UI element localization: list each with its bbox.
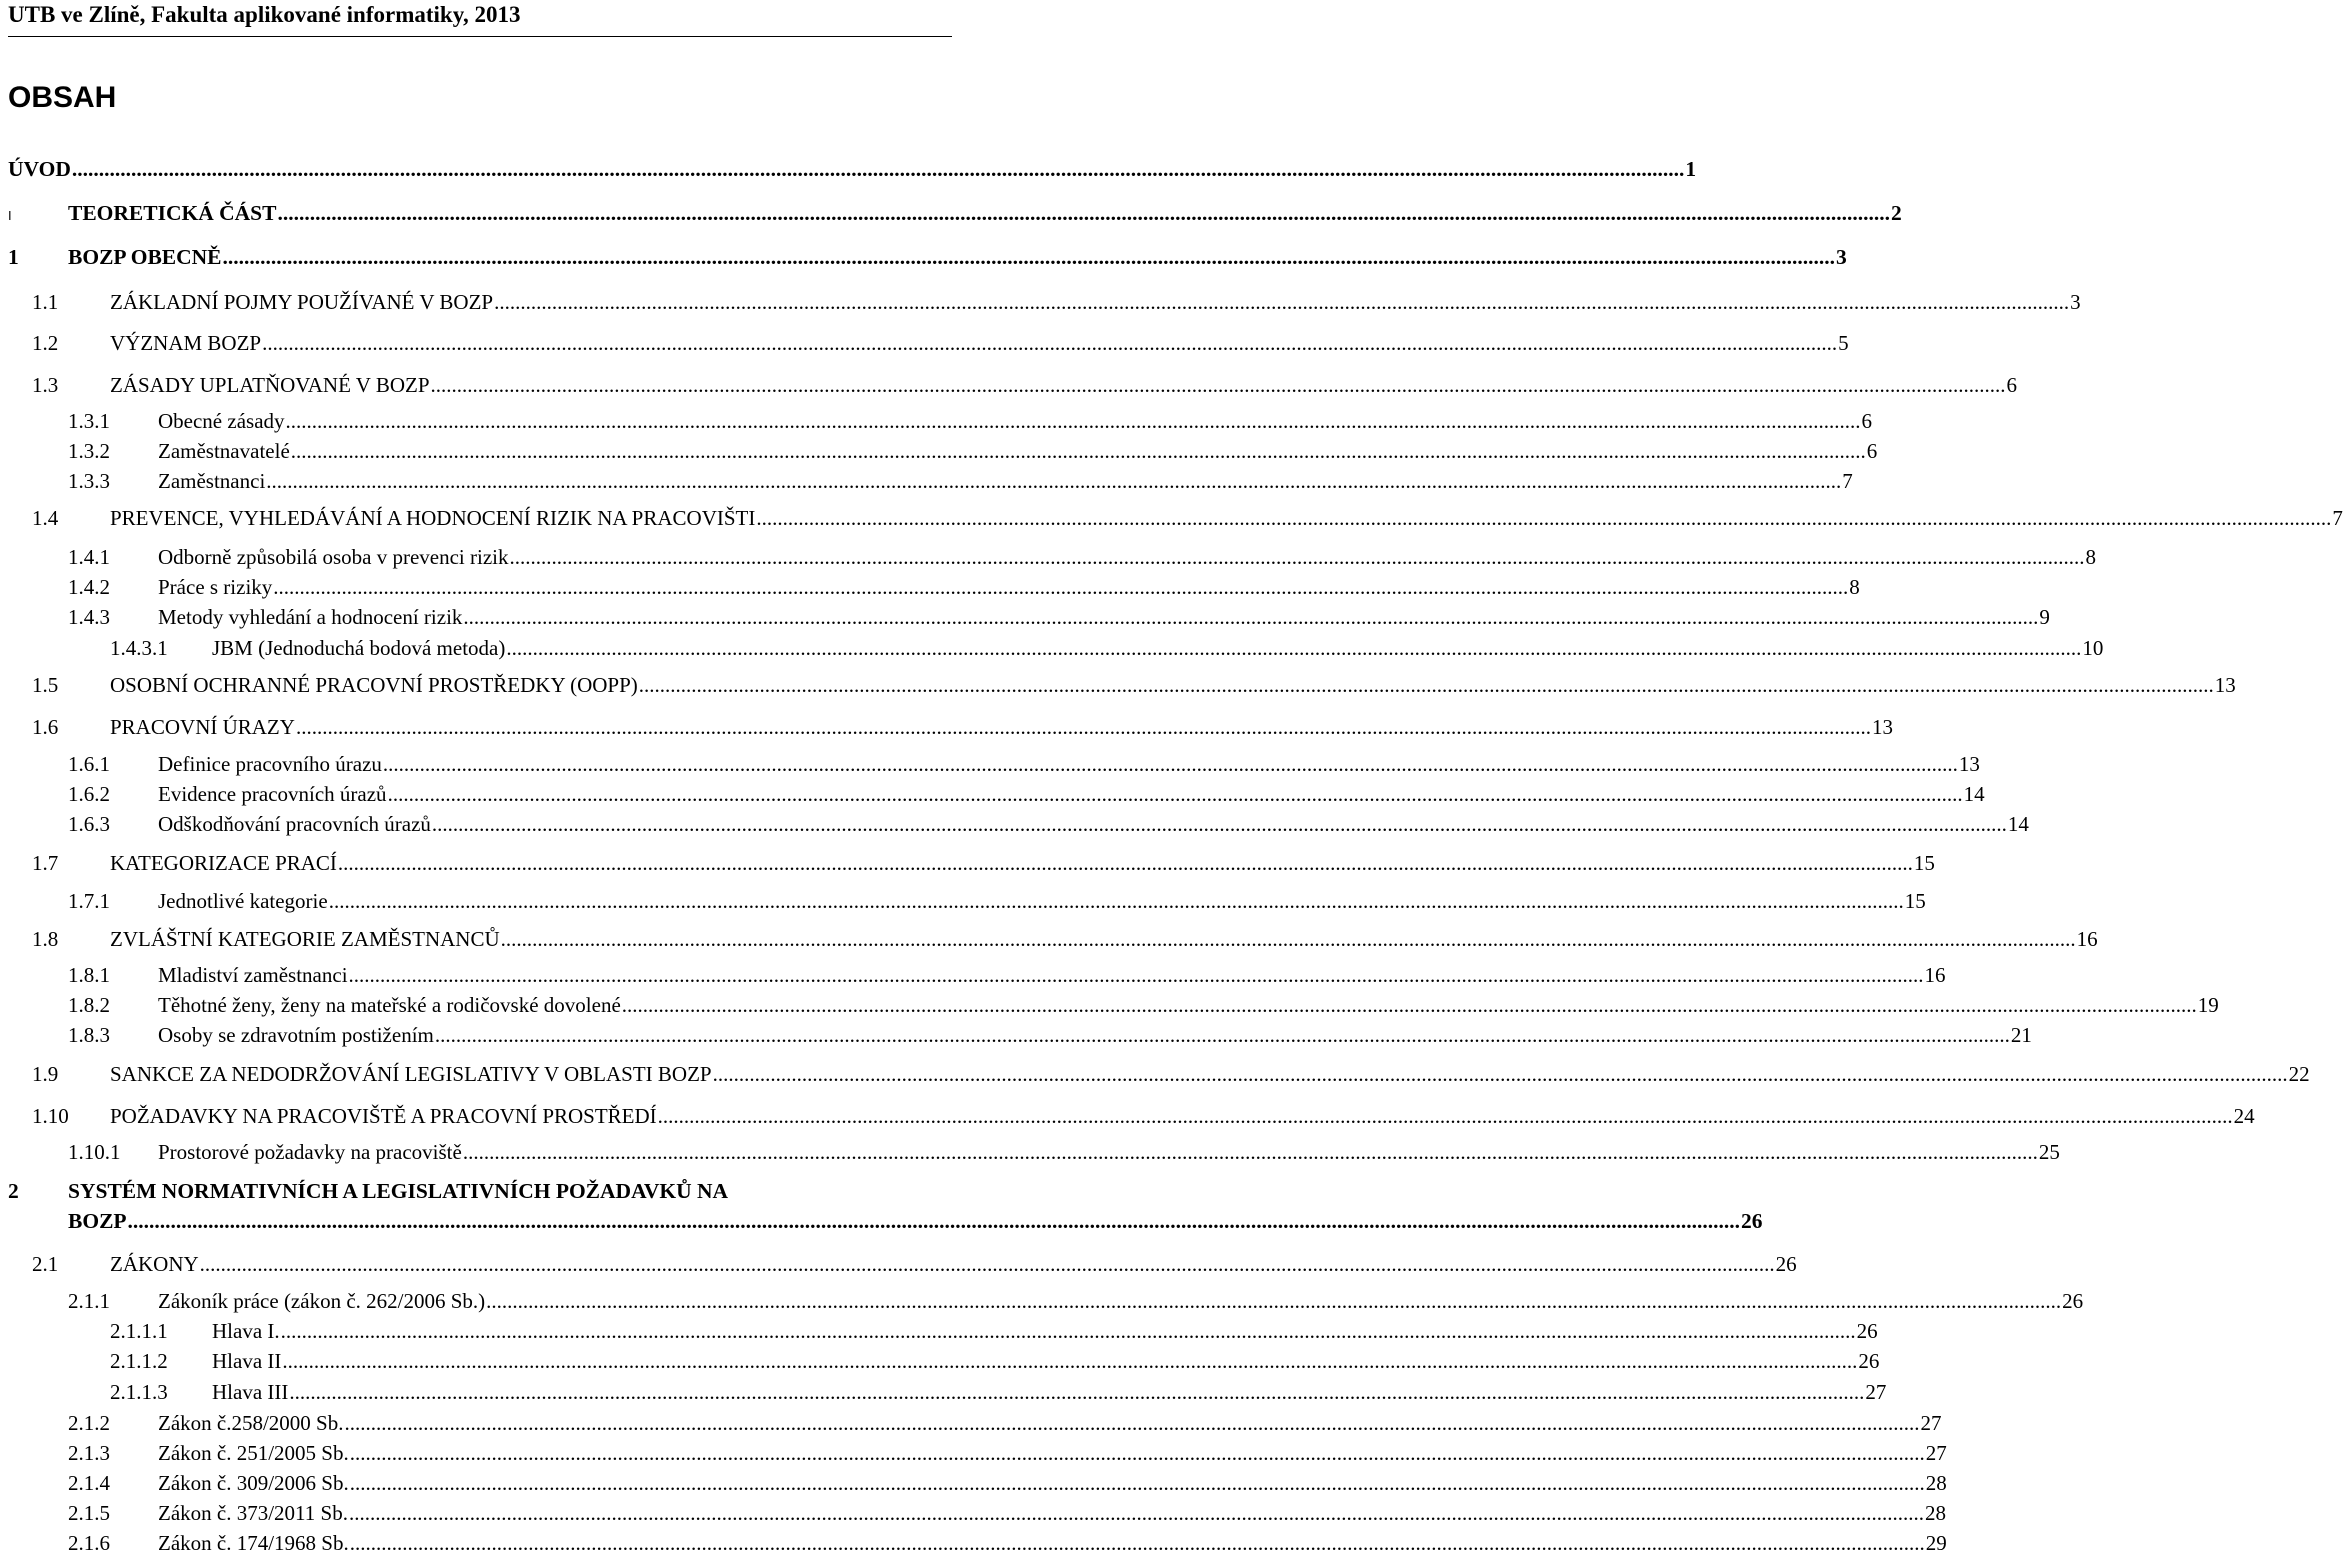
toc-entry-2-1[interactable] — [0, 1251, 1797, 1277]
toc-title: Zákon č.258/2000 Sb. — [158, 1411, 344, 1435]
toc-entry-1-4-2[interactable] — [0, 574, 1860, 600]
toc-title: Zaměstnanci — [158, 469, 266, 493]
toc-heading: OBSAH — [8, 81, 117, 114]
toc-number: 1.9 — [32, 1062, 59, 1086]
dot-leader: ............................................................................................................................................................................................................................................................................................................ — [348, 963, 1924, 987]
toc-page: 16 — [1924, 963, 1946, 987]
toc-title: ZÁSADY UPLATŇOVANÉ V BOZP — [110, 373, 430, 397]
toc-entry-1-4-1[interactable] — [0, 544, 2096, 570]
toc-title: ÚVOD — [8, 157, 71, 181]
toc-number: 1.10.1 — [68, 1140, 121, 1164]
toc-number: 1.4.3.1 — [110, 636, 168, 660]
toc-entry-1-2[interactable] — [0, 330, 1849, 356]
toc-entry-1-4-3[interactable] — [0, 604, 2050, 630]
toc-entry-1-3-1[interactable] — [0, 408, 1873, 434]
toc-page: 27 — [1920, 1411, 1942, 1435]
toc-entry-1-1[interactable] — [0, 289, 2081, 315]
toc-title: Osoby se zdravotním postižením — [158, 1023, 434, 1047]
toc-number: 1.3.2 — [68, 439, 110, 463]
toc-entry-1-7[interactable] — [0, 850, 1935, 876]
toc-entry-2-1-3[interactable] — [0, 1440, 1947, 1466]
dot-leader: ............................................................................................................................................................................................................................................................................................................ — [712, 1062, 2288, 1086]
dot-leader: ............................................................................................................................................................................................................................................................................................................ — [328, 889, 1904, 913]
toc-title: Zákon č. 373/2011 Sb. — [158, 1501, 348, 1525]
toc-entry-1-3[interactable] — [0, 372, 2018, 398]
toc-number: 1.2 — [32, 331, 59, 355]
toc-title: Zákon č. 309/2006 Sb. — [158, 1471, 349, 1495]
toc-page: 28 — [1925, 1471, 1947, 1495]
dot-leader: ............................................................................................................................................................................................................................................................................................................ — [273, 575, 1849, 599]
dot-leader: ............................................................................................................................................................................................................................................................................................................ — [382, 752, 1958, 776]
dot-leader: ............................................................................................................................................................................................................................................................................................................ — [127, 1209, 1741, 1233]
toc-entry-2-1-5[interactable] — [0, 1500, 1946, 1526]
toc-number: 2.1.1.3 — [110, 1380, 168, 1404]
dot-leader: ............................................................................................................................................................................................................................................................................................................ — [462, 1140, 2038, 1164]
dot-leader: ............................................................................................................................................................................................................................................................................................................ — [349, 1441, 1925, 1465]
toc-entry-1-8[interactable] — [0, 926, 2098, 952]
toc-number: 2.1.1.2 — [110, 1349, 168, 1373]
toc-title: OSOBNÍ OCHRANNÉ PRACOVNÍ PROSTŘEDKY (OOPP) — [110, 673, 638, 697]
toc-title: ZVLÁŠTNÍ KATEGORIE ZAMĚSTNANCŮ — [110, 927, 500, 951]
toc-entry-1-5[interactable] — [0, 672, 2236, 698]
toc-title: POŽADAVKY NA PRACOVIŠTĚ A PRACOVNÍ PROSTŘEDÍ — [110, 1104, 657, 1128]
toc-number: 2.1.6 — [68, 1531, 110, 1555]
toc-page: 7 — [2332, 506, 2343, 530]
dot-leader: ............................................................................................................................................................................................................................................................................................................ — [349, 1531, 1925, 1555]
toc-number: 1.6.3 — [68, 812, 110, 836]
dot-leader: ............................................................................................................................................................................................................................................................................................................ — [277, 201, 1890, 225]
dot-leader: ............................................................................................................................................................................................................................................................................................................ — [295, 715, 1871, 739]
toc-entry-1-6-1[interactable] — [0, 751, 1980, 777]
toc-title: Zákon č. 174/1968 Sb. — [158, 1531, 349, 1555]
toc-title: KATEGORIZACE PRACÍ — [110, 851, 337, 875]
toc-page: 15 — [1913, 851, 1935, 875]
toc-number: 1.3.3 — [68, 469, 110, 493]
toc-title: Hlava III — [212, 1380, 289, 1404]
toc-title: VÝZNAM BOZP — [110, 331, 262, 355]
toc-number: 1.8.2 — [68, 993, 110, 1017]
toc-page: 8 — [1849, 575, 1860, 599]
toc-page: 2 — [1890, 201, 1902, 225]
toc-title: Těhotné ženy, ženy na mateřské a rodičovské dovolené — [158, 993, 621, 1017]
dot-leader: ............................................................................................................................................................................................................................................................................................................ — [430, 373, 2006, 397]
toc-page: 14 — [2007, 812, 2029, 836]
toc-title: Práce s riziky — [158, 575, 273, 599]
toc-page: 3 — [2070, 290, 2081, 314]
toc-page: 26 — [2062, 1289, 2084, 1313]
toc-number: 1.7 — [32, 851, 59, 875]
dot-leader: ............................................................................................................................................................................................................................................................................................................ — [349, 1471, 1925, 1495]
toc-number: 1.4.1 — [68, 545, 110, 569]
toc-page: 5 — [1838, 331, 1849, 355]
toc-entry-1-3-2[interactable] — [0, 438, 1878, 464]
toc-title: Metody vyhledání a hodnocení rizik — [158, 605, 463, 629]
dot-leader: ............................................................................................................................................................................................................................................................................................................ — [500, 927, 2076, 951]
toc-page: 7 — [1842, 469, 1853, 493]
toc-entry-uvod[interactable] — [8, 156, 1697, 182]
toc-page: 8 — [2085, 545, 2096, 569]
toc-page: 6 — [1861, 409, 1873, 433]
toc-title: PRACOVNÍ ÚRAZY — [110, 715, 295, 739]
toc-number: 1.7.1 — [68, 889, 110, 913]
toc-title: Odškodňování pracovních úrazů — [158, 812, 431, 836]
toc-page: 13 — [1958, 752, 1980, 776]
toc-page: 16 — [2076, 927, 2098, 951]
dot-leader: ............................................................................................................................................................................................................................................................................................................ — [621, 993, 2197, 1017]
toc-title: Obecné zásady — [158, 409, 285, 433]
dot-leader: ............................................................................................................................................................................................................................................................................................................ — [434, 1023, 2010, 1047]
toc-title: SANKCE ZA NEDODRŽOVÁNÍ LEGISLATIVY V OBLASTI BOZP — [110, 1062, 712, 1086]
toc-number: 2.1.1 — [68, 1289, 110, 1313]
toc-title: Prostorové požadavky na pracoviště — [158, 1140, 462, 1164]
toc-page: 19 — [2197, 993, 2219, 1017]
toc-number: 2 — [8, 1179, 19, 1203]
toc-number: 1.3 — [32, 373, 59, 397]
toc-entry-part-i[interactable] — [8, 200, 1902, 229]
toc-page: 14 — [1963, 782, 1985, 806]
toc-page: 28 — [1924, 1501, 1946, 1525]
toc-page: 27 — [1925, 1441, 1947, 1465]
toc-entry-1-4[interactable] — [0, 505, 2343, 531]
toc-entry-2-1-4[interactable] — [0, 1470, 1947, 1496]
toc-page: 29 — [1925, 1531, 1947, 1555]
dot-leader: ............................................................................................................................................................................................................................................................................................................ — [71, 157, 1685, 181]
toc-title: TEORETICKÁ ČÁST — [68, 201, 277, 225]
dot-leader: ............................................................................................................................................................................................................................................................................................................ — [337, 851, 1913, 875]
toc-entry-1-10[interactable] — [0, 1103, 2255, 1129]
toc-number: 2.1.5 — [68, 1501, 110, 1525]
dot-leader: ............................................................................................................................................................................................................................................................................................................ — [262, 331, 1838, 355]
dot-leader: ............................................................................................................................................................................................................................................................................................................ — [280, 1319, 1856, 1343]
toc-entry-2-1-1-3[interactable] — [0, 1379, 1887, 1405]
toc-page: 26 — [1858, 1349, 1880, 1373]
toc-number: 1.8 — [32, 927, 59, 951]
toc-title: Zákon č. 251/2005 Sb. — [158, 1441, 349, 1465]
dot-leader: ............................................................................................................................................................................................................................................................................................................ — [282, 1349, 1858, 1373]
toc-title: BOZP OBECNĚ — [68, 245, 222, 269]
toc-title: Hlava I. — [212, 1319, 280, 1343]
dot-leader: ............................................................................................................................................................................................................................................................................................................ — [285, 409, 1861, 433]
toc-number: I — [8, 208, 12, 223]
toc-number: 1.3.1 — [68, 409, 110, 433]
toc-title: Hlava II — [212, 1349, 282, 1373]
toc-entry-1-6-2[interactable] — [0, 781, 1985, 807]
toc-entry-2-1-1-2[interactable] — [0, 1348, 1880, 1374]
toc-title: JBM (Jednoduchá bodová metoda) — [212, 636, 506, 660]
page-header — [8, 0, 952, 37]
toc-title: Jednotlivé kategorie — [158, 889, 328, 913]
toc-title-line2: BOZP — [68, 1209, 127, 1233]
toc-number: 1 — [8, 245, 19, 269]
dot-leader: ............................................................................................................................................................................................................................................................................................................ — [266, 469, 1842, 493]
toc-title: ZÁKONY — [110, 1252, 199, 1276]
toc-entry-1-8-2[interactable] — [0, 992, 2219, 1018]
toc-page: 3 — [1836, 245, 1847, 269]
toc-page: 22 — [2288, 1062, 2310, 1086]
toc-page: 13 — [2214, 673, 2236, 697]
toc-number: 2.1.3 — [68, 1441, 110, 1465]
toc-number: 1.1 — [32, 290, 59, 314]
toc-title-line2-row — [68, 1207, 1763, 1235]
dot-leader: ............................................................................................................................................................................................................................................................................................................ — [222, 245, 1836, 269]
toc-entry-2-1-2[interactable] — [0, 1410, 1942, 1436]
toc-title: Zaměstnavatelé — [158, 439, 290, 463]
dot-leader: ............................................................................................................................................................................................................................................................................................................ — [387, 782, 1963, 806]
toc-entry-1-8-1[interactable] — [0, 962, 1946, 988]
toc-number: 1.6 — [32, 715, 59, 739]
toc-number: 1.6.2 — [68, 782, 110, 806]
dot-leader: ............................................................................................................................................................................................................................................................................................................ — [344, 1411, 1920, 1435]
toc-number: 1.4.3 — [68, 605, 110, 629]
toc-page: 26 — [1741, 1209, 1763, 1233]
dot-leader: ............................................................................................................................................................................................................................................................................................................ — [348, 1501, 1924, 1525]
toc-page: 1 — [1685, 157, 1697, 181]
toc-page: 26 — [1775, 1252, 1797, 1276]
toc-number: 2.1.4 — [68, 1471, 110, 1495]
toc-title: Definice pracovního úrazu — [158, 752, 382, 776]
toc-number: 2.1.1.1 — [110, 1319, 168, 1343]
dot-leader: ............................................................................................................................................................................................................................................................................................................ — [431, 812, 2007, 836]
toc-title: Mladiství zaměstnanci — [158, 963, 348, 987]
dot-leader: ............................................................................................................................................................................................................................................................................................................ — [756, 506, 2332, 530]
toc-page: 10 — [2082, 636, 2104, 660]
toc-page: 6 — [2006, 373, 2018, 397]
toc-number: 1.5 — [32, 673, 59, 697]
toc-entry-1-9[interactable] — [0, 1061, 2310, 1087]
toc-entry-2-1-1-1[interactable] — [0, 1318, 1878, 1344]
toc-number: 1.8.3 — [68, 1023, 110, 1047]
toc-entry-1[interactable] — [8, 244, 1847, 270]
toc-title: ZÁKLADNÍ POJMY POUŽÍVANÉ V BOZP — [110, 290, 494, 314]
toc-entry-2-1-1[interactable] — [0, 1288, 2084, 1314]
toc-page: 25 — [2038, 1140, 2060, 1164]
toc-number: 1.8.1 — [68, 963, 110, 987]
toc-number: 1.4 — [32, 506, 59, 530]
toc-page: 13 — [1871, 715, 1893, 739]
dot-leader: ............................................................................................................................................................................................................................................................................................................ — [638, 673, 2214, 697]
dot-leader: ............................................................................................................................................................................................................................................................................................................ — [290, 439, 1866, 463]
dot-leader: ............................................................................................................................................................................................................................................................................................................ — [509, 545, 2085, 569]
toc-number: 1.10 — [32, 1104, 69, 1128]
header-title: UTB ve Zlíně, Fakulta aplikované informatiky, 2013 — [8, 2, 521, 27]
toc-title-line1: SYSTÉM NORMATIVNÍCH A LEGISLATIVNÍCH POŽADAVKŮ NA — [68, 1179, 729, 1203]
toc-page: 9 — [2039, 605, 2050, 629]
toc-number: 1.6.1 — [68, 752, 110, 776]
toc-title: Evidence pracovních úrazů — [158, 782, 387, 806]
dot-leader: ............................................................................................................................................................................................................................................................................................................ — [463, 605, 2039, 629]
dot-leader: ............................................................................................................................................................................................................................................................................................................ — [506, 636, 2082, 660]
toc-page: 21 — [2010, 1023, 2032, 1047]
toc-entry-1-6[interactable] — [0, 714, 1893, 740]
toc-entry-1-4-3-1[interactable] — [0, 635, 2104, 661]
dot-leader: ............................................................................................................................................................................................................................................................................................................ — [494, 290, 2070, 314]
toc-entry-1-3-3[interactable] — [0, 468, 1853, 494]
toc-title: PREVENCE, VYHLEDÁVÁNÍ A HODNOCENÍ RIZIK NA PRACOVIŠTI — [110, 506, 756, 530]
toc-page: 26 — [1856, 1319, 1878, 1343]
toc-page: 15 — [1904, 889, 1926, 913]
toc-page: 6 — [1866, 439, 1878, 463]
toc-number: 2.1 — [32, 1252, 59, 1276]
toc-page: 27 — [1865, 1380, 1887, 1404]
dot-leader: ............................................................................................................................................................................................................................................................................................................ — [657, 1104, 2233, 1128]
toc-number: 2.1.2 — [68, 1411, 110, 1435]
toc-number: 1.4.2 — [68, 575, 110, 599]
dot-leader: ............................................................................................................................................................................................................................................................................................................ — [486, 1289, 2062, 1313]
dot-leader: ............................................................................................................................................................................................................................................................................................................ — [289, 1380, 1865, 1404]
toc-entry-1-7-1[interactable] — [0, 888, 1926, 914]
dot-leader: ............................................................................................................................................................................................................................................................................................................ — [199, 1252, 1775, 1276]
toc-title: Zákoník práce (zákon č. 262/2006 Sb.) — [158, 1289, 486, 1313]
toc-title: Odborně způsobilá osoba v prevenci rizik — [158, 545, 509, 569]
toc-entry-2-1-6[interactable] — [0, 1530, 1947, 1556]
toc-entry-1-10-1[interactable] — [0, 1139, 2060, 1165]
toc-page: 24 — [2233, 1104, 2255, 1128]
toc-entry-1-6-3[interactable] — [0, 811, 2029, 837]
toc-entry-1-8-3[interactable] — [0, 1022, 2032, 1048]
